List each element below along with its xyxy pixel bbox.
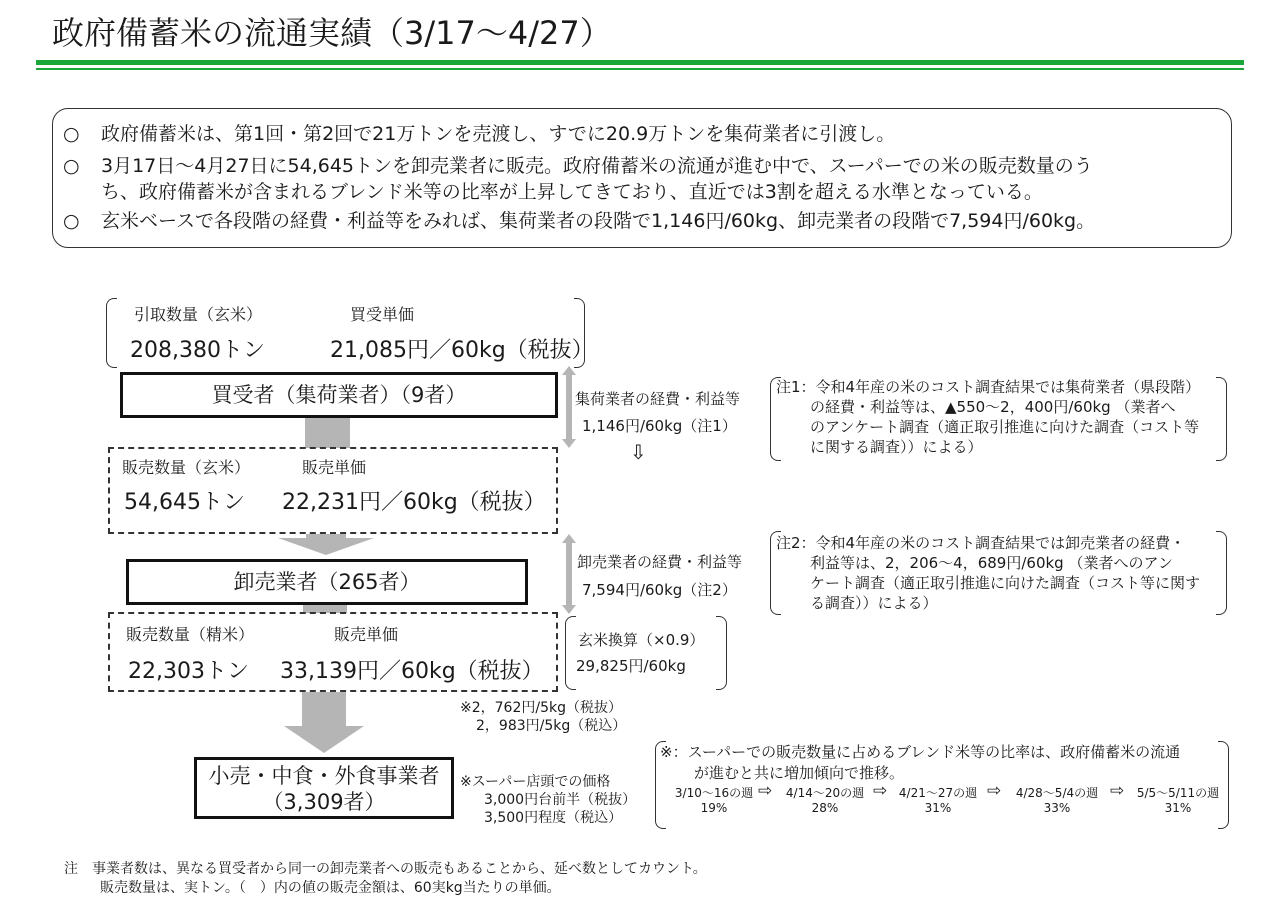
stage1-qty-label: 引取数量（玄米） (134, 305, 263, 324)
retail-box (194, 757, 454, 819)
blend-week-value: 31% (924, 801, 952, 815)
genmai-bracket-left (565, 616, 576, 690)
stage3-qty-label: 販売数量（精米） (126, 625, 255, 644)
stage3-price-value: 33,139円／60kg（税抜） (280, 659, 544, 684)
blend-week-item (664, 784, 764, 815)
store-price-incl: 3,500円程度（税込） (484, 810, 623, 826)
footnote-line2: 販売数量は、実トン。（ ）内の値の販売金額は、60実kg当たりの単価。 (100, 880, 561, 896)
flow-connector (305, 418, 350, 448)
summary-item-2b: ち、政府備蓄米が含まれるブレンド米等の比率が上昇してきており、直近では3割を超える水準となっている。 (101, 181, 1043, 203)
blend-week-item (1128, 784, 1228, 815)
blend-week-item (772, 784, 878, 815)
note1-line1: 注1：令和4年産の米のコスト調査結果では集荷業者（県段階） (776, 378, 1201, 396)
bracket-left (106, 298, 117, 368)
footnote-line1: 注 事業者数は、異なる買受者から同一の卸売業者への販売もあることから、延べ数としてカウント。 (64, 861, 707, 877)
note2-line1: 注2：令和4年産の米のコスト調査結果では卸売業者の経費・ (776, 534, 1186, 552)
note1-line2: の経費・利益等は、▲550～2，400円/60kg （業者へ (810, 398, 1176, 416)
blend-note-line2: が進むと共に増加傾向で推移。 (694, 764, 905, 782)
arrow-right-icon: ⇨ (873, 781, 888, 801)
stage1-price-label: 買受単価 (350, 305, 415, 324)
genmai-value: 29,825円/60kg (576, 657, 686, 675)
price-5kg-incl: 2，983円/5kg（税込） (476, 718, 627, 734)
cost-span-arrow (561, 534, 577, 614)
arrow-down-icon: ⇩ (630, 440, 647, 464)
title-underline-thin (36, 68, 1244, 70)
blend-week-value: 33% (1043, 801, 1071, 815)
stage3-qty-value: 22,303トン (128, 659, 249, 684)
note2-line2: 利益等は、2，206～4，689円/60kg （業者へのアン (810, 554, 1173, 572)
stage2-price-value: 22,231円／60kg（税抜） (282, 490, 546, 515)
cost1-label: 集荷業者の経費・利益等 (575, 390, 741, 408)
arrow-right-icon: ⇨ (987, 781, 1002, 801)
stage1-price-value: 21,085円／60kg（税抜） (330, 338, 594, 363)
flow-arrow-down-large (282, 692, 366, 754)
summary-item-1: 政府備蓄米は、第1回・第2回で21万トンを売渡し、すでに20.9万トンを集荷業者に引渡し。 (101, 123, 896, 145)
blend-week-item (1004, 784, 1110, 815)
page-title: 政府備蓄米の流通実績（3/17～4/27） (52, 14, 612, 52)
note1-line3: のアンケート調査（適正取引推進に向けた調査（コスト等 (810, 418, 1200, 436)
note2-line4: る調査））による） (810, 594, 938, 612)
genmai-bracket-right (716, 616, 727, 690)
store-price-excl: 3,000円台前半（税抜） (484, 792, 637, 808)
blend-week-label: 4/21～27の週 (898, 786, 978, 800)
blend-week-value: 28% (811, 801, 839, 815)
summary-box (52, 108, 1232, 248)
arrow-right-icon: ⇨ (758, 781, 773, 801)
blend-week-value: 31% (1164, 801, 1192, 815)
blend-week-label: 5/5～5/11の週 (1136, 786, 1220, 800)
genmai-label: 玄米換算（×0.9） (578, 631, 705, 649)
bullet-icon: ○ (63, 155, 80, 177)
stage3-price-label: 販売単価 (334, 625, 399, 644)
note2-line3: ケート調査（適正取引推進に向けた調査（コスト等に関す (810, 574, 1201, 592)
blend-week-label: 4/14～20の週 (785, 786, 865, 800)
cost2-label: 卸売業者の経費・利益等 (577, 553, 743, 571)
blend-note-line1: ※：スーパーでの販売数量に占めるブレンド米等の比率は、政府備蓄米の流通 (660, 743, 1181, 761)
stage2-qty-value: 54,645トン (124, 490, 245, 515)
note1-bracket-right (1216, 377, 1227, 461)
note2-bracket-right (1216, 531, 1227, 615)
arrow-right-icon: ⇨ (1110, 781, 1125, 801)
stage2-qty-label: 販売数量（玄米） (122, 458, 251, 477)
blend-week-label: 4/28～5/4の週 (1015, 786, 1099, 800)
note1-line4: に関する調査））による） (810, 438, 983, 456)
blend-week-item (888, 784, 988, 815)
bullet-icon: ○ (63, 123, 80, 145)
stage2-price-label: 販売単価 (302, 458, 367, 477)
summary-item-2a: 3月17日～4月27日に54,645トンを卸売業者に販売。政府備蓄米の流通が進む中で、スーパーでの米の販売数量のう (101, 155, 1093, 177)
price-5kg-excl: ※2，762円/5kg（税抜） (460, 700, 622, 716)
store-price-label: ※スーパー店頭での価格 (460, 774, 611, 790)
buyer-box: 買受者（集荷業者）（9者） (120, 372, 558, 418)
cost1-value: 1,146円/60kg（注1） (582, 417, 737, 435)
stage1-qty-value: 208,380トン (130, 338, 265, 363)
retail-box-line1: 小売・中食・外食事業者 (208, 764, 440, 788)
blend-week-value: 19% (700, 801, 728, 815)
bullet-icon: ○ (63, 210, 80, 232)
wholesale-box: 卸売業者（265者） (126, 559, 528, 605)
blend-week-list (664, 781, 1226, 820)
summary-item-3: 玄米ベースで各段階の経費・利益等をみれば、集荷業者の段階で1,146円/60kg、卸売業者の段階で7,594円/60kg。 (101, 210, 1096, 232)
blend-week-label: 3/10～16の週 (674, 786, 754, 800)
flow-arrow-down (276, 534, 376, 556)
retail-box-line2: （3,309者） (262, 790, 386, 814)
title-underline (36, 60, 1244, 65)
cost2-value: 7,594円/60kg（注2） (582, 581, 737, 599)
